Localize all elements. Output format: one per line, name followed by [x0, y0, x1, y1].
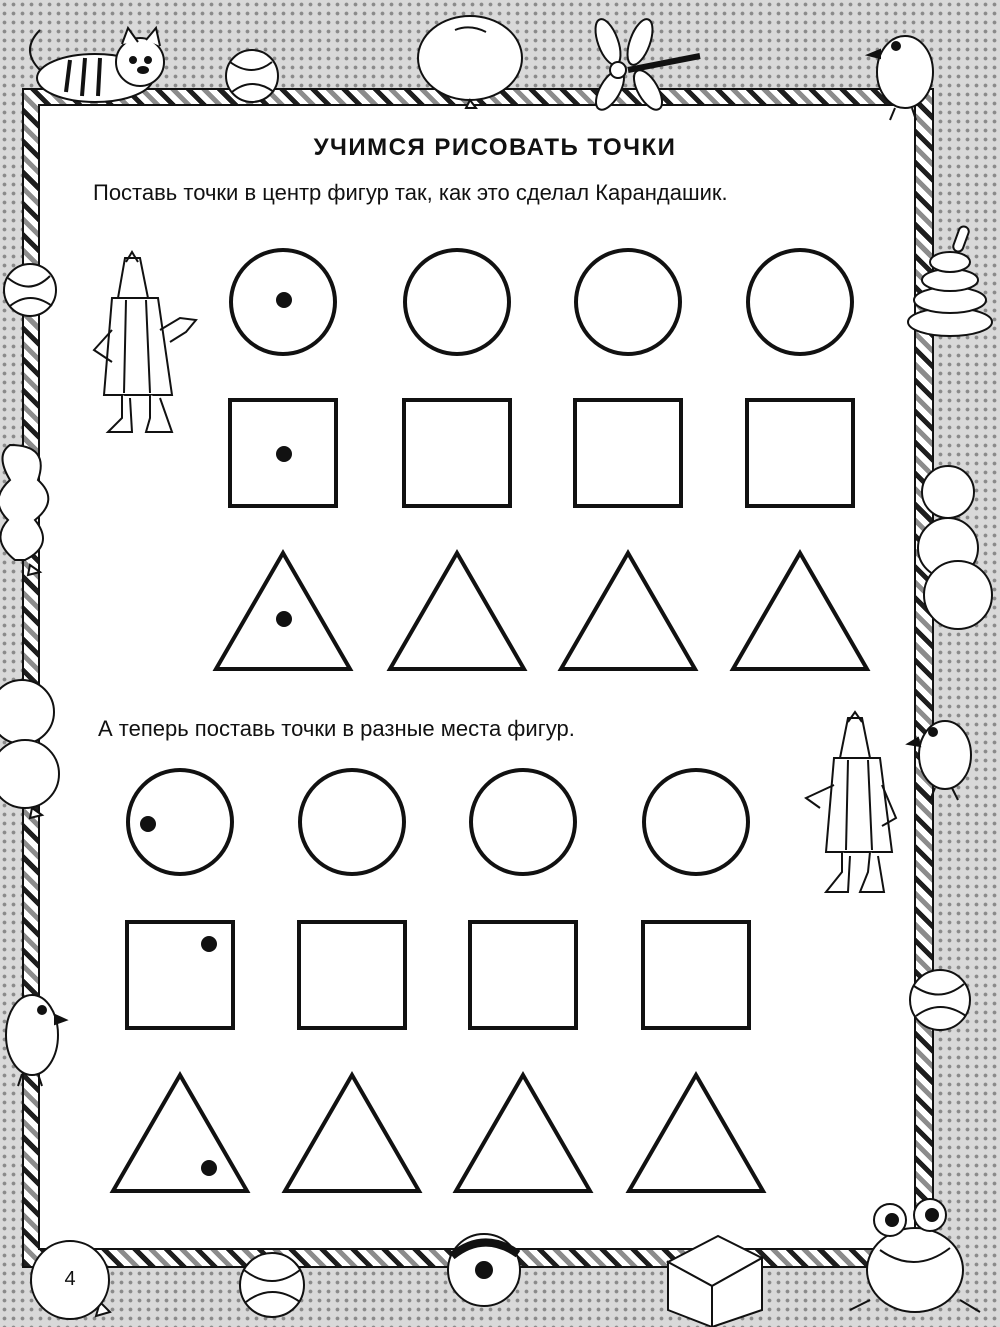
- page-title: УЧИМСЯ РИСОВАТЬ ТОЧКИ: [313, 134, 677, 161]
- cat-icon: [30, 28, 164, 102]
- pencil-character-icon: [806, 712, 896, 892]
- balloon-icon: [918, 466, 992, 629]
- ball-icon: [240, 1253, 304, 1317]
- page-number-badge: [30, 1240, 110, 1320]
- pencil-character-icon: [94, 252, 196, 432]
- chick-icon: [868, 36, 933, 120]
- instruction-2: А теперь поставь точки в разные места фигур.: [98, 716, 575, 741]
- ball-icon: [4, 264, 56, 316]
- chick-icon: [6, 995, 66, 1086]
- balloon-icon: [418, 16, 522, 108]
- pyramid-toy-icon: [908, 225, 992, 336]
- chick-icon: [908, 721, 971, 800]
- instruction-1: Поставь точки в центр фигур так, как это сделал Карандашик.: [93, 180, 728, 205]
- ball-icon: [910, 970, 970, 1030]
- frog-icon: [850, 1199, 980, 1312]
- ball-icon: [226, 50, 278, 102]
- balloon-icon: [0, 680, 59, 818]
- dragonfly-icon: [590, 16, 700, 114]
- balloon-icon: [0, 445, 48, 575]
- ball-icon: [448, 1234, 520, 1306]
- cube-icon: [668, 1236, 762, 1327]
- page-number: 4: [64, 1268, 76, 1290]
